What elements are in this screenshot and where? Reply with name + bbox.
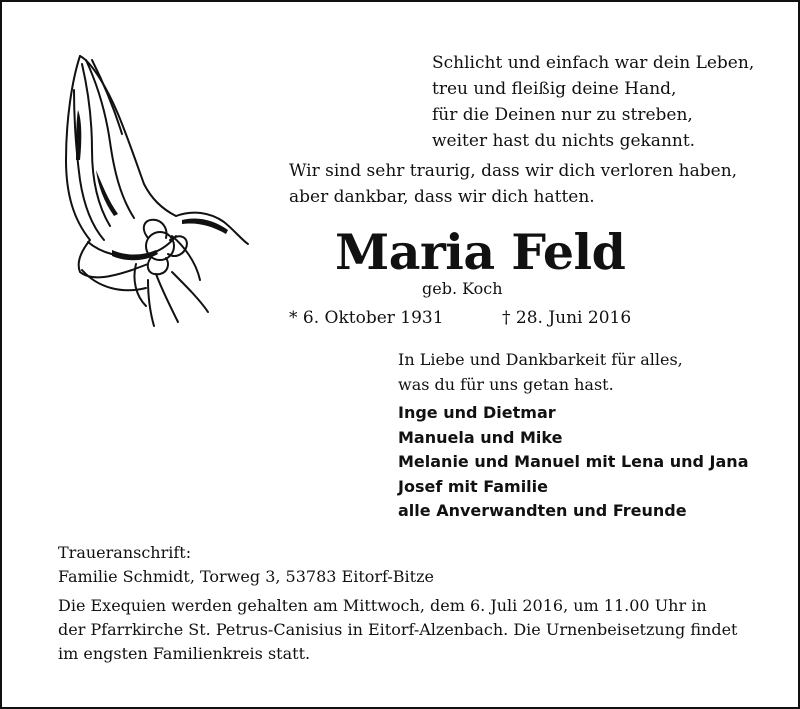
- praying-hands-with-flower-icon: [52, 50, 252, 330]
- life-dates: [289, 305, 632, 331]
- service-info: [58, 594, 778, 666]
- birth-date: * 6. Oktober 1931: [289, 308, 444, 328]
- poem-line: für die Deinen nur zu streben,: [432, 105, 693, 125]
- poem-line: weiter hast du nichts gekannt.: [432, 131, 696, 151]
- service-line: im engsten Familienkreis statt.: [58, 644, 311, 663]
- birth-name: geb. Koch: [422, 279, 503, 298]
- quote: [289, 158, 737, 210]
- death-date: † 28. Juni 2016: [502, 308, 632, 328]
- mourner: alle Anverwandten und Freunde: [398, 501, 687, 520]
- mourner: Manuela und Mike: [398, 427, 563, 447]
- service-line: der Pfarrkirche St. Petrus-Canisius in Eitorf-Alzenbach. Die Urnenbeisetzung findet: [58, 620, 738, 639]
- mourner: Melanie und Manuel mit Lena und Jana: [398, 452, 749, 471]
- mourner: Josef mit Familie: [398, 476, 548, 496]
- poem: [432, 50, 754, 154]
- poem-line: Schlicht und einfach war dein Leben,: [432, 53, 755, 73]
- quote-line: aber dankbar, dass wir dich hatten.: [289, 187, 595, 207]
- thanks-text: [398, 347, 683, 397]
- mourners-list: [398, 401, 748, 524]
- deceased-name: Maria Feld: [335, 223, 626, 281]
- mourner: Inge und Dietmar: [398, 403, 556, 422]
- address-label: Traueranschrift:: [58, 543, 192, 562]
- address-value: Familie Schmidt, Torweg 3, 53783 Eitorf-Bitze: [58, 567, 434, 586]
- poem-line: treu und fleißig deine Hand,: [432, 79, 677, 99]
- thanks-line: In Liebe und Dankbarkeit für alles,: [398, 350, 683, 369]
- mourning-address: [58, 541, 434, 589]
- service-line: Die Exequien werden gehalten am Mittwoch, dem 6. Juli 2016, um 11.00 Uhr in: [58, 596, 707, 615]
- thanks-line: was du für uns getan hast.: [398, 375, 614, 394]
- quote-line: Wir sind sehr traurig, dass wir dich verloren haben,: [289, 161, 738, 181]
